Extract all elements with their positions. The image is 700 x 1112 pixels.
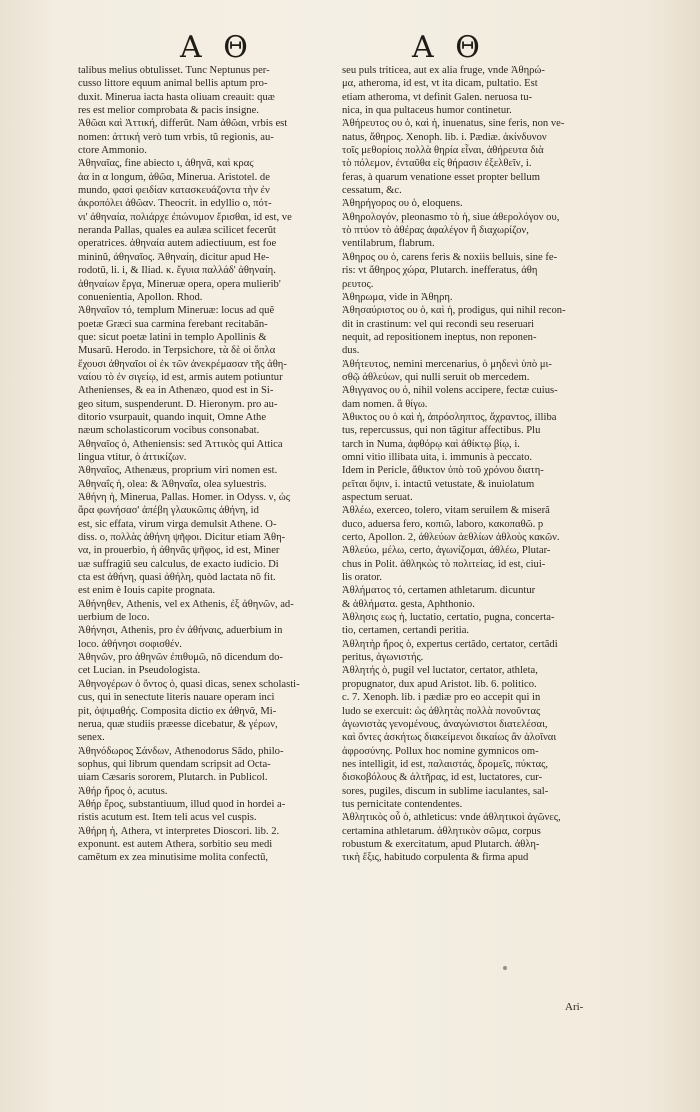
text-line: Ἀθηναῖον τό, templum Mineruæ: locus ad quẽ: [78, 305, 275, 317]
text-line: Ἀθικτος ου ὁ καὶ ἡ, ἀπρόσληπτος, ἄχραντος, illiba: [342, 411, 557, 423]
text-line: μα, atheroma, id est, vt ita dicam, pultatio. Est: [342, 78, 538, 90]
text-line: geo situm, suspenderunt. D. Hieronym. pro au-: [78, 398, 278, 410]
text-line: Ἀθηρωμα, vide in Ἀθηρη.: [342, 291, 453, 303]
text-line: Ἀθήρ ἔρος, substantiuum, illud quod in hordei a-: [78, 798, 286, 810]
text-line: ναίου τὸ ἐν σιγείῳ, id est, armis autem potiuntur: [78, 371, 283, 383]
text-line: Ἀθηνογέρων ὁ ὄντος ὁ, quasi dicas, senex scholasti-: [78, 678, 300, 690]
text-line: Ἀθηρήγορος ου ὁ, eloquens.: [342, 198, 463, 210]
text-line: ris: vt ἄθηρος χώρα, Plutarch. inefferatus, ἀθη: [342, 265, 538, 277]
text-line: ἀθηναίων ἔργα, Mineruæ opera, opera mulierib': [78, 278, 281, 290]
text-line: uæ suffragiũ seu calculus, de exacto iudicio. Di: [78, 558, 279, 570]
text-line: δισκοβόλους & ἀλτῆρας, id est, luctatores, cur-: [342, 772, 543, 784]
text-line: duco, aduersa fero, κοπιῶ, laboro, κακοπαθῶ. p: [342, 518, 544, 530]
text-line: Ἀθήρευτος ου ὁ, καὶ ἡ, inuenatus, sine feris, non ve-: [342, 118, 565, 130]
running-head-right: Α Θ: [412, 30, 486, 65]
text-line: & ἀθλήματα. gesta, Aphthonio.: [342, 598, 475, 610]
text-line: ditorio vsurpauit, quando inquit, Omne Athe: [78, 411, 267, 423]
text-line: Ἀθλητής ὁ, pugil vel luctator, certator, athleta,: [342, 665, 538, 677]
text-line: que: sicut poetæ latini in templo Apollinis &: [78, 331, 267, 343]
text-line: sores, pugiles, discum in sublime iaculantes, sal-: [342, 785, 549, 797]
text-line: Ἀθήρ ἤρος ὁ, acutus.: [78, 785, 168, 797]
text-line: conuenientia, Apollon. Rhod.: [78, 291, 203, 303]
text-line: τὸ πόλεμον, ἐνταῦθα εἰς θήρασιν ἐξελθεῖν, i.: [342, 158, 532, 170]
text-line: ἄρα φωνήσασ' ἀπέβη γλαυκῶπις ἀθήνη, id: [78, 505, 259, 517]
text-line: mundo, φασὶ φειδίαν κατασκευάζοντα τὴν ἐν: [78, 185, 270, 197]
text-line: Ἀθήνηθεν, Athenis, vel ex Athenis, ἐξ ἀθηνῶν, ad-: [78, 598, 294, 610]
text-line: loco. ἀθήνησι σοφισθέν.: [78, 638, 182, 650]
text-line: tus pernicitate contendentes.: [342, 798, 463, 810]
text-line: nomen: ἀττική verò tum vrbis, tũ regionis, au-: [78, 131, 274, 143]
text-line: τὸ πτύον τὸ ἀθέρας ἀφαλέγον ἢ διαχωρίζον,: [342, 225, 529, 237]
text-line: poetæ Græci sua carmina ferebant recitabãn-: [78, 318, 268, 330]
text-line: talibus melius obtulisset. Tunc Neptunus per-: [78, 65, 270, 76]
text-line: Ἀθηνόδωρος Σάνδων, Athenodorus Sãdo, philo-: [78, 745, 284, 757]
text-line: Ἀθλήματος τό, certamen athletarum. dicuntur: [342, 585, 536, 597]
text-line: Ἀθλητὴρ ἤρος ὁ, expertus certãdo, certator, certãdi: [342, 638, 558, 650]
text-line: Ἀθηναῖος ὁ, Atheniensis: sed Ἀττικὸς qui Attica: [78, 438, 283, 450]
text-line: nica, in qua pultaceus humor continetur.: [342, 105, 512, 117]
text-line: ἀκροπόλει ἀθῶαν. Theocrit. in edyllio ο, πότ-: [78, 198, 272, 210]
text-line: ctore Ammonio.: [78, 145, 147, 157]
text-line: τοῖς μεθορίοις πολλὰ θηρία εἶναι, ἀθήρευτα διὰ: [342, 145, 544, 157]
text-line: certo, Apollon. 2, ἀθλεύων ἀεθλίων ἀθλοὺς κακῶν.: [342, 532, 560, 544]
text-line: ristis acutum est. Item teli acus vel cuspis.: [78, 812, 257, 824]
text-line: aspectum seruat.: [342, 492, 413, 503]
text-line: Ἀθλεύω, μέλω, certo, ἀγωνίζομαι, ἀθλέω, Plutar-: [342, 545, 551, 557]
text-line: res est melior comprobata & pacis insigne.: [78, 105, 259, 117]
text-line: pit, ὀψιμαθής. Composita dictio ex ἀθηνᾶ, Mi-: [78, 705, 277, 717]
text-line: duxit. Minerua iacta hasta oliuam creauit: quæ: [78, 91, 275, 103]
text-line: ἀφροσύνης. Pollux hoc nomine gymnicos om-: [342, 745, 539, 757]
text-line: Ἀθηρολογόν, pleonasmo τὸ ἡ, siue ἀθερολόγον ου,: [342, 211, 560, 223]
text-line: lis orator.: [342, 572, 383, 584]
text-line: Ἀθησαύριστος ου ὁ, καὶ ἡ, prodigus, qui nihil recon-: [342, 305, 566, 317]
text-line: Ἀθηναῖος, Athenæus, proprium viri nomen est.: [78, 465, 278, 477]
text-line: cessatum, &c.: [342, 185, 402, 197]
text-line: cus, qui in senectute literis nauare operam inci: [78, 692, 275, 704]
text-line: ρεῖται ὄψιν, i. intactũ vetustate, & inuiolatum: [342, 478, 535, 490]
text-line: nerua, quæ studiis præesse dicebatur, & γέρων,: [78, 718, 278, 730]
text-line: omni vitio illibata uita, i. immunis à peccato.: [342, 451, 533, 463]
text-line: neranda Pallas, quales ea aulæa scilicet fecerũt: [78, 225, 276, 237]
text-line: etiam atheroma, vt definit Galen. neruosa tu-: [342, 91, 533, 103]
text-line: nequit, ad repositionem ineptus, non reponen-: [342, 331, 537, 343]
text-line: ρευτος.: [342, 278, 374, 290]
text-line: να, in prouerbio, ἡ ἀθηνᾶς ψῆφος, id est, Miner: [78, 545, 280, 557]
text-line: Ἀθηναΐς ἡ, olea: & Ἀθηναΐα, olea syluestris.: [78, 478, 267, 490]
text-line: næum scholasticorum vocibus consonabat.: [78, 425, 260, 437]
text-line: Ἀθλέω, exerceo, tolero, vitam seruilem & miserã: [342, 505, 550, 517]
text-line: senex.: [78, 732, 105, 744]
text-line: certamina athletarum. ἀθλητικὸν σῶμα, corpus: [342, 825, 541, 837]
text-line: dit in crastinum: vel qui recondi seu reseruari: [342, 318, 535, 330]
text-line: tio, certamen, certandi peritia.: [342, 625, 470, 637]
text-line: exponunt. est autem Athera, sorbitio seu medi: [78, 838, 273, 850]
text-line: cet Lucian. in Pseudologista.: [78, 665, 201, 677]
text-line: est enim è Iouis capite prognata.: [78, 585, 216, 597]
text-line: dam nomen. ἃ θίγω.: [342, 398, 428, 410]
text-line: peritus, ἀγωνιστής.: [342, 652, 424, 664]
ink-spot: [503, 966, 507, 970]
text-line: Ἀθῶαι καὶ Ἀττική, differũt. Nam ἀθῶαι, vrbis est: [78, 118, 288, 130]
text-line: σθῷ ἀθλεύων, qui nulli seruit ob mercedem.: [342, 371, 530, 383]
text-line: feras, à quarum venatione esset propter bellum: [342, 171, 540, 183]
text-line: ventilabrum, flabrum.: [342, 238, 435, 250]
text-line: τικὴ ἕξις, habitudo corpulenta & firma apud: [342, 852, 529, 864]
text-line: Ἀθιγγανος ου ὁ, nihil volens accipere, fectæ cuius-: [342, 385, 558, 397]
text-line: dus.: [342, 345, 360, 357]
text-line: chus in Polit. ἀθληκὼς τὸ πολιτείας, id est, ciui-: [342, 558, 546, 570]
text-line: mininũ, ἀθηναῖος. Ἀθηναίη, dicitur apud He-: [78, 251, 270, 263]
text-line: Ἀθηρος ου ὁ, carens feris & noxiis belluis, sine fe-: [342, 251, 558, 263]
text-line: Ἀθήνη ἡ, Minerua, Pallas. Homer. in Odyss. ν, ὡς: [78, 492, 290, 503]
text-line: Ἀθηναῖας, fine abiecto ι, ἀθηνᾶ, καὶ κραϛ: [78, 158, 254, 170]
text-line: natus, ἄθηρος. Xenoph. lib. i. Pædiæ. ἀκίνδυνον: [342, 131, 547, 143]
text-line: cusso littore equum animal bellis aptum pro-: [78, 78, 268, 90]
text-line: uerbium de loco.: [78, 612, 150, 624]
text-line: camẽtum ex zea minutisime molita confectũ,: [78, 852, 269, 864]
text-line: est, sic effata, virum virga demulsit Athene. O-: [78, 518, 277, 530]
text-line: ἀγωνιστὰς γενομένους, ἀναγώνιστοι διατελέσαι,: [342, 718, 548, 730]
text-line: Ἀθήρη ἡ, Athera, vt interpretes Dioscori. lib. 2.: [78, 825, 280, 837]
text-line: ἔχουσι ἀθηναῖοι οἱ ἐκ τῶν ἀνεκρέμασαν τῆς ἀθη-: [78, 358, 287, 370]
text-line: operatrices. ἀθηναία autem adiectiuum, est foe: [78, 238, 277, 250]
text-line: ἀα in α longum, ἀθῶα, Minerua. Aristotel. de: [78, 171, 270, 183]
text-line: cta est ἀθήνη, quasi ἀθήλη, quòd lactata nõ fit.: [78, 572, 276, 584]
text-line: Ἀθήνησι, Athenis, pro ἐν ἀθήναις, aduerbium in: [78, 625, 283, 637]
text-line: Athenienses, & ea in Athenæo, quod est in Si-: [78, 385, 274, 397]
text-line: sophus, qui librum quendam scripsit ad Octa-: [78, 758, 271, 770]
text-line: Idem in Pericle, ἄθικτον ὑπὸ τοῦ χρόνου διατη-: [342, 465, 544, 477]
left-column: [78, 64, 340, 865]
text-line: νι' ἀθηναία, πολιάρχε ἐπώνυμον ἔρισθαι, id est, ve: [78, 211, 292, 223]
text-line: diss. ο, πολλὰς ἀθήνη ψῆφοι. Dicitur etiam Ἀθη-: [78, 532, 286, 544]
running-head-left: Α Θ: [180, 30, 254, 65]
text-line: rodotũ, li. i, & Iliad. κ. ἔγυια παλλάδ' ἀθηναίη.: [78, 265, 276, 277]
text-line: καὶ ὄντες ἀσκήτως διακείμενοι δικαίως ἂν ἁλοῖναι: [342, 732, 557, 744]
text-line: seu puls triticea, aut ex alia fruge, vnde Ἀθηρώ-: [342, 65, 545, 76]
text-line: tarch in Numa, ἀφθόρῳ καὶ ἀθίκτῳ βίῳ, i.: [342, 438, 520, 450]
text-line: propugnator, dux apud Aristot. lib. 6. politico.: [342, 678, 537, 690]
text-line: Ἀθλητικὸς οὗ ὁ, athleticus: vnde ἀθλητικοὶ ἀγῶνες,: [342, 812, 561, 824]
right-column: [342, 64, 607, 865]
text-line: Ἀθλησις εως ἡ, luctatio, certatio, pugna, concerta-: [342, 612, 555, 624]
text-line: robustum & exercitatum, apud Plutarch. ἀθλη-: [342, 838, 540, 850]
text-line: c. 7. Xenoph. lib. i pædiæ pro eo accepit qui in: [342, 692, 541, 704]
text-line: Ἀθήτευτος, nemini mercenarius, ὁ μηδενὶ ὑπὸ μι-: [342, 358, 552, 370]
text-line: uiam Cæsaris sororem, Plutarch. in Publicol.: [78, 772, 268, 784]
text-line: Musarũ. Herodo. in Terpsichore, τὰ δὲ οἱ ὅπλα: [78, 345, 276, 357]
text-line: ludo se exercuit: ὡς ἀθλητὰς πολλὰ πονοῦντας: [342, 705, 541, 717]
text-line: tus, repercussus, qui non tãgitur affectibus. Plu: [342, 425, 541, 437]
text-line: lingua vtitur, ὁ ἀττικίζων.: [78, 451, 187, 463]
text-line: Ἀθηνῶν, pro ἀθηνῶν ἐπιθυμῶ, nõ dicendum do-: [78, 652, 283, 664]
text-line: nes intelligit, id est, παλαιστάς, δρομεῖς, πύκτας,: [342, 758, 548, 770]
catchword: Ari-: [565, 1001, 584, 1013]
